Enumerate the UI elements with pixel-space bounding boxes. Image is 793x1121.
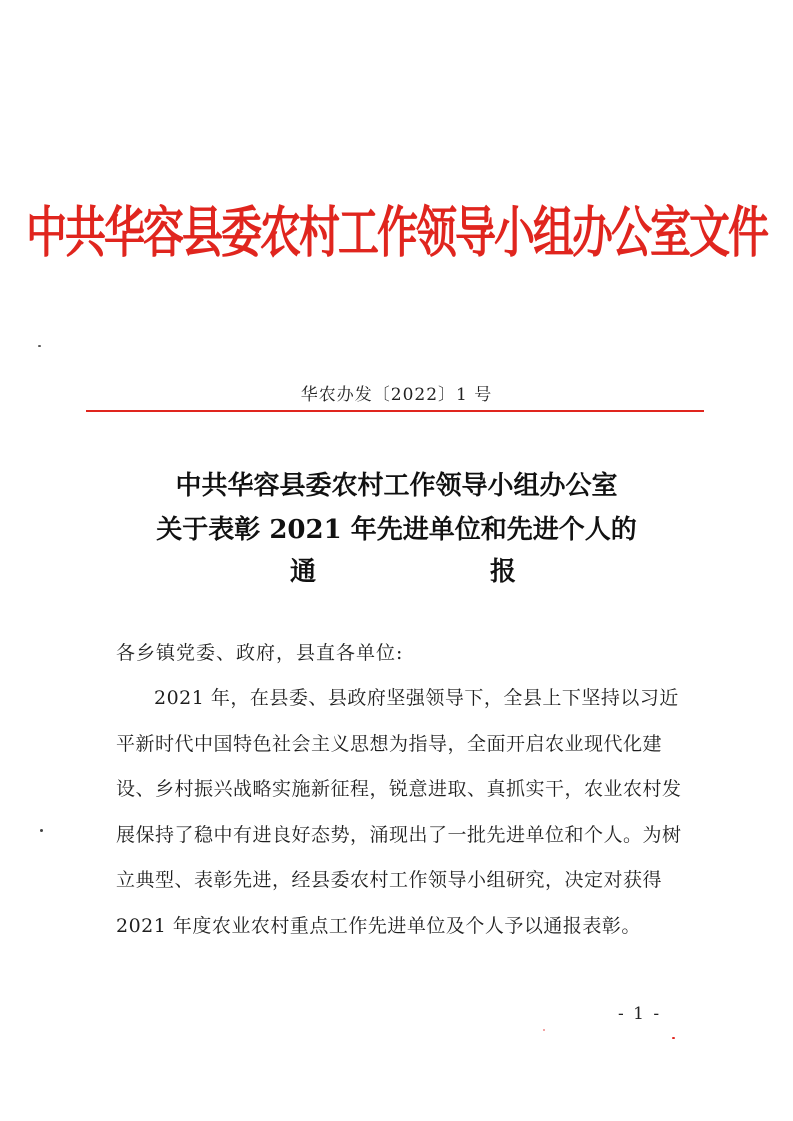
page-number: - 1 - [618, 1004, 662, 1024]
red-divider-line [86, 410, 704, 412]
red-masthead: 中共华容县委农村工作领导小组办公室文件 [26, 200, 767, 265]
scan-speck [40, 829, 43, 832]
title-char-bao: 报 [490, 557, 517, 587]
salutation: 各乡镇党委、政府，县直各单位: [116, 642, 404, 664]
title-line-1: 中共华容县委农村工作领导小组办公室 [175, 471, 618, 501]
title-char-tong: 通 [290, 557, 317, 587]
document-number: 华农办发〔2022〕1 号 [300, 385, 493, 405]
body-paragraph: 2021 年，在县委、县政府坚强领导下，全县上下坚持以习近平新时代中国特色社会主义思想为指导，全面开启农业现代化建设、乡村振兴战略实施新征程，锐意进取、真抓实干，农业农村发展保持了稳中有进良好态势，涌现出了一批先进单位和个人。为树立典型、表彰先进，经县委农村工作领导小组研究，决定对获得 2021 年度农业农村重点工作先进单位及个人予以通报表彰。 [116, 687, 682, 937]
scan-speck [543, 1029, 545, 1031]
title-line-2: 关于表彰 2021 年先进单位和先进个人的 [156, 515, 637, 545]
scan-speck [672, 1037, 675, 1039]
scan-speck [38, 345, 41, 347]
